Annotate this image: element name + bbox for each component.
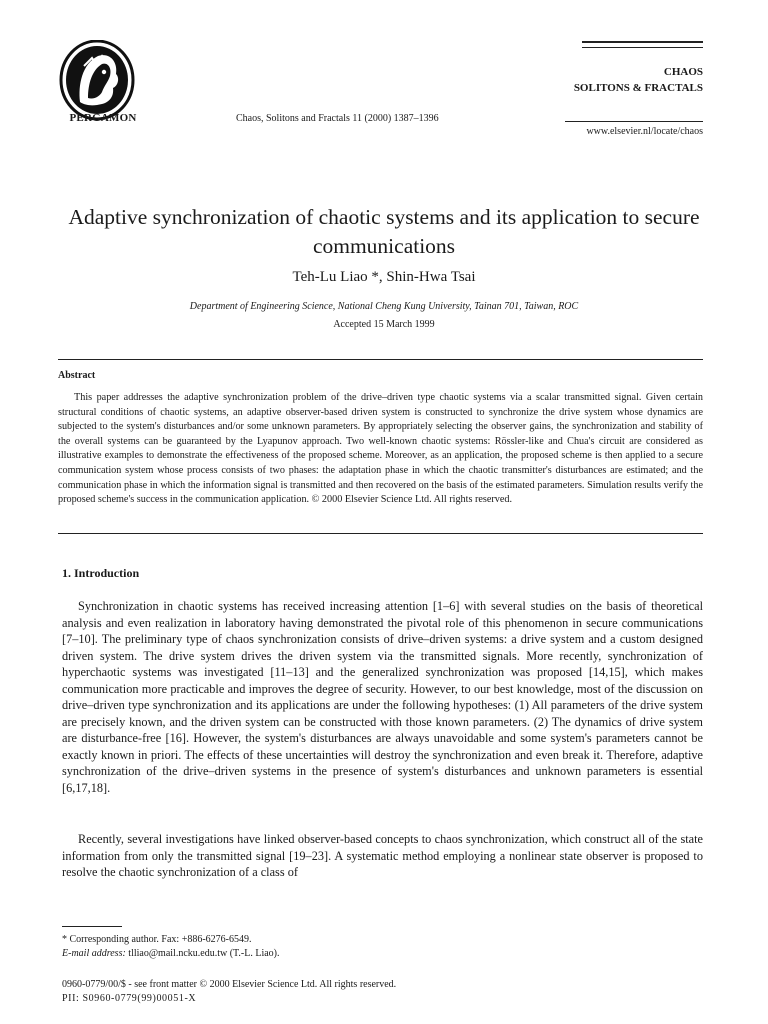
abstract-bottom-rule xyxy=(58,533,703,534)
header-rule xyxy=(565,121,703,122)
header-rule xyxy=(582,47,703,48)
intro-paragraph: Recently, several investigations have linked observer-based concepts to chaos synchronization, which construct all of the state information from only the transmitted signal [19–23]. A systematic method employing a nonlinear state observer is proposed to resolve the chaotic synchronization of a class of xyxy=(62,832,703,880)
email-address-link[interactable]: tlliao@mail.ncku.edu.tw (T.-L. Liao). xyxy=(128,948,280,959)
footnote-corresponding-author: * Corresponding author. Fax: +886-6276-6549. xyxy=(62,934,252,945)
email-label: E-mail address: xyxy=(62,948,126,959)
article-authors: Teh-Lu Liao *, Shin-Hwa Tsai xyxy=(292,269,476,285)
article-title: Adaptive synchronization of chaotic systems and its application to secure communications xyxy=(68,205,700,258)
abstract-top-rule xyxy=(58,359,703,360)
abstract-heading: Abstract xyxy=(58,370,96,381)
journal-citation: Chaos, Solitons and Fractals 11 (2000) 1387–1396 xyxy=(236,113,439,124)
footnote-email xyxy=(62,947,280,961)
journal-name-line2: SOLITONS & FRACTALS xyxy=(573,82,703,94)
pergamon-logo-icon xyxy=(58,40,136,122)
intro-paragraph: Synchronization in chaotic systems has received increasing attention [1–6] with several studies on the basis of theoretical analysis and even realization in laboratory having demonstrated the pivotal role of this phenomenon in secure communications [7–10]. The preliminary type of chaos synchronization consists of drive–driven systems: a drive system and a custom designed driven system. The drive system drives the driven system via the transmitted signals. More recently, synchronization of hyperchaotic systems was investigated [11–13] and the generalized synchronization was proposed [14,15], which makes communication more practicable and improves the degree of security. However, to our best knowledge, most of the discussion on drive–driven type synchronization and its applications are under the following hypotheses: (1) All parameters of the drive system are precisely known, and the driven system can be constructed with those known parameters. (2) The dynamics of drive system are disturbance-free [16]. However, the system's disturbances are always unavoidable and some system's parameters cannot be exactly known in priori. The effects of these uncertainties will destroy the synchronization and even break it. Therefore, adaptive synchronization of the drive–driven systems in the presence of system's disturbances and unknown parameters is essential [6,17,18]. xyxy=(62,599,703,796)
journal-name-line1: CHAOS xyxy=(663,66,703,78)
publisher-name: PERGAMON xyxy=(69,112,137,124)
pii-line: PII: S0960-0779(99)00051-X xyxy=(62,993,197,1004)
section-heading-introduction: 1. Introduction xyxy=(62,566,140,580)
front-matter-line: 0960-0779/00/$ - see front matter © 2000 Elsevier Science Ltd. All rights reserved. xyxy=(62,979,397,990)
journal-url-link[interactable]: www.elsevier.nl/locate/chaos xyxy=(586,126,703,137)
author-affiliation: Department of Engineering Science, National Cheng Kung University, Tainan 701, Taiwan, ROC xyxy=(189,301,579,312)
accepted-date: Accepted 15 March 1999 xyxy=(333,319,435,330)
header-rule xyxy=(582,41,703,43)
footnote-rule xyxy=(62,926,122,927)
abstract-text: This paper addresses the adaptive synchronization problem of the drive–driven type chaotic systems via a scalar transmitted signal. Given certain structural conditions of chaotic systems, an adaptive observer-based driven system is constructed to synchronize the drive system whose dynamics are subjected to the system's disturbances and/or some unknown parameters. By appropriately selecting the observer gains, the synchronization and stability of the overall systems can be guaranteed by the Lyapunov approach. Two well-known chaotic systems: Rössler-like and Chua's circuit are considered as illustrative examples to demonstrate the effectiveness of the proposed scheme. Moreover, as an application, the proposed scheme is then applied to a secure communication system whose process consists of two phases: the adaptation phase in which the chaotic transmitter's disturbances are estimated; and the communication phase in which the information signal is transmitted and then recovered on the basis of the estimated parameters. Simulation results verify the proposed scheme's success in the communication application. © 2000 Elsevier Science Ltd. All rights reserved. xyxy=(58,392,703,506)
